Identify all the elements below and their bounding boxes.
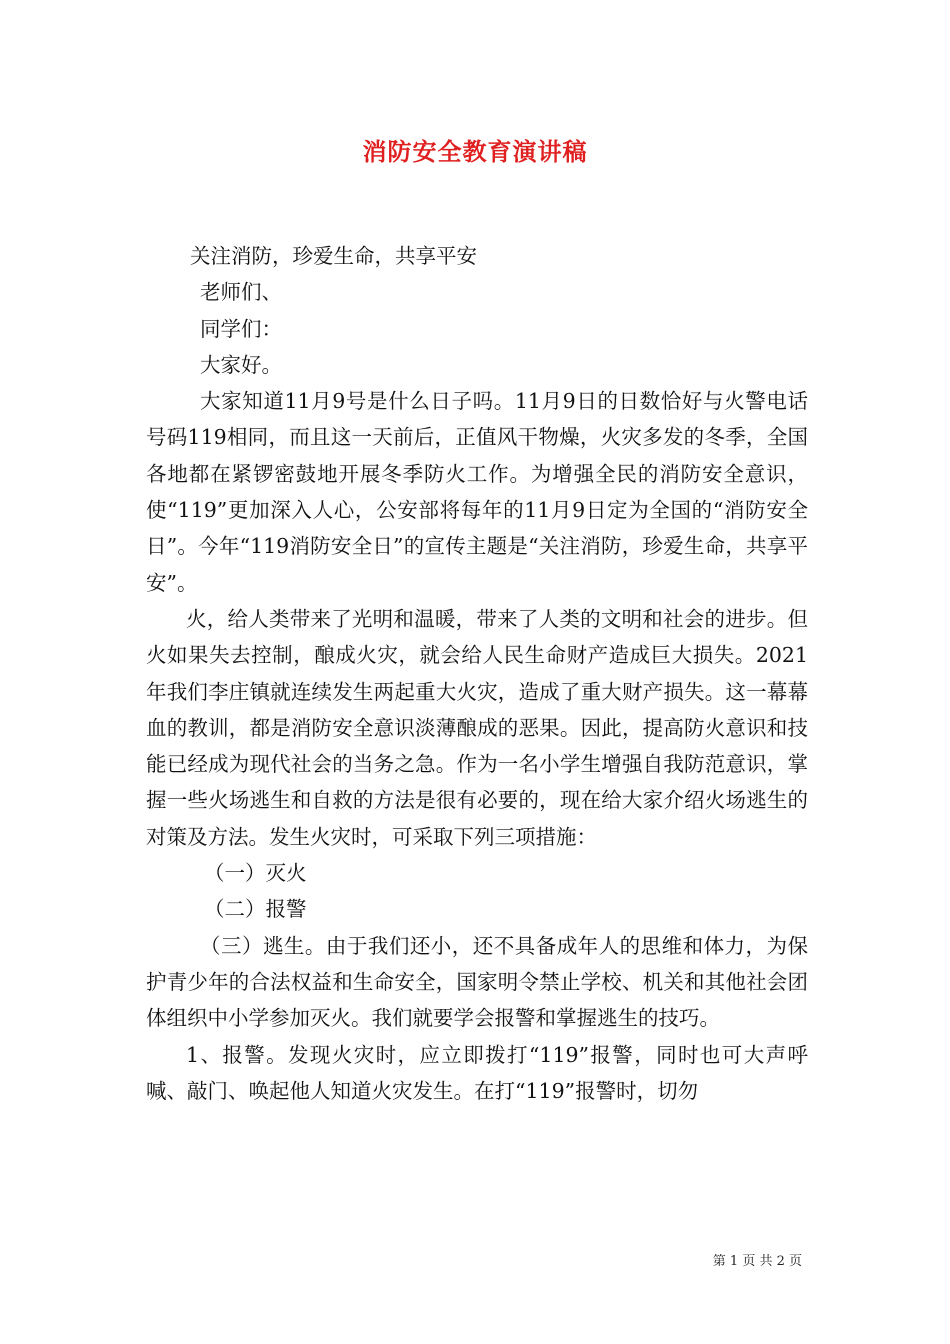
- slogan-line: 关注消防，珍爱生命，共享平安: [190, 244, 477, 268]
- paragraph-alarm: 1、报警。发现火灾时，应立即拨打“119”报警，同时也可大声呼喊、敲门、唤起他人知道火灾发生。在打“119”报警时，切勿: [146, 1042, 808, 1103]
- salutation-students: 同学们：: [200, 316, 282, 341]
- measure-item-3: （三）逃生。由于我们还小，还不具备成年人的思维和体力，为保护青少年的合法权益和生命安全，国家明令禁止学校、机关和其他社会团体组织中小学参加灭火。我们就要学会报警和掌握逃生的技巧。: [146, 933, 808, 1031]
- greeting: 大家好。: [200, 352, 282, 377]
- document-body: [146, 238, 808, 1109]
- paragraph-fire-dangers: 火，给人类带来了光明和温暖，带来了人类的文明和社会的进步。但火如果失去控制，酿成火灾，就会给人民生命财产造成巨大损失。2021年我们李庄镇就连续发生两起重大火灾，造成了重大财产损失。这一幕幕血的教训，都是消防安全意识淡薄酿成的恶果。因此，提高防火意识和技能已经成为现代社会的当务之急。作为一名小学生增强自我防范意识，掌握一些火场逃生和自救的方法是很有必要的，现在给大家介绍火场逃生的对策及方法。发生火灾时，可采取下列三项措施：: [146, 606, 808, 849]
- salutation-teachers: 老师们、: [200, 280, 282, 305]
- document-title: 消防安全教育演讲稿: [362, 137, 588, 166]
- paragraph-fire-safety-day: 大家知道11月9号是什么日子吗。11月9日的日数恰好与火警电话号码119相同，而且这一天前后，正值风干物燥，火灾多发的冬季，全国各地都在紧锣密鼓地开展冬季防火工作。为增强全民的消防安全意识，使“119”更加深入人心，公安部将每年的11月9日定为全国的“消防安全日”。今年“119消防安全日”的宣传主题是“关注消防，珍爱生命，共享平安”。: [146, 389, 808, 595]
- measure-item-1: （一）灭火: [204, 861, 307, 886]
- page-number-footer: 第 1 页 共 2 页: [712, 1254, 802, 1269]
- measure-item-2: （二）报警: [204, 897, 307, 922]
